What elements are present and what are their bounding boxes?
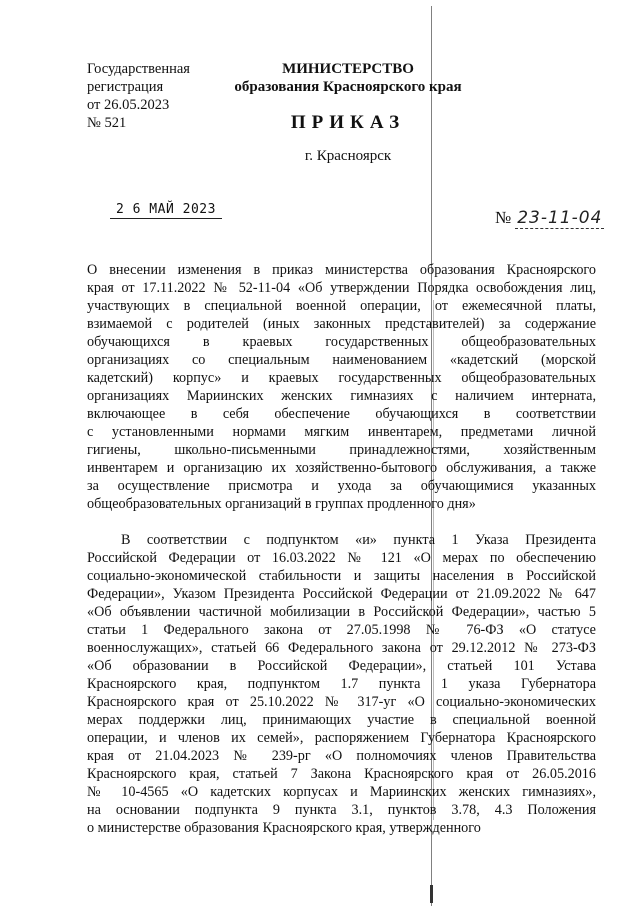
- body-line: Красноярского края, статьей 7 Закона Красноярского края от 26.05.2016: [87, 766, 596, 782]
- title-line: организациях со специальным наименованием «кадетский (морской: [87, 352, 596, 368]
- document-type: ПРИКАЗ: [290, 112, 406, 133]
- registration-line: Государственная: [87, 61, 190, 77]
- body-line: Красноярского края от 25.10.2022 № 317-уг «О социально-экономических: [87, 694, 596, 710]
- body-line: № 10-4565 «О кадетских корпусах и Мариинских женских гимназиях»,: [87, 784, 596, 800]
- order-number: [495, 208, 604, 228]
- body-line: Федерации», Указом Президента Российской Федерации от 21.09.2022 № 647: [87, 586, 596, 602]
- order-body: [87, 531, 596, 837]
- title-line: края от 17.11.2022 № 52-11-04 «Об утверждении Порядка освобождения лиц,: [87, 280, 596, 296]
- body-line: края от 21.04.2023 № 239-рг «О полномочиях членов Правительства: [87, 748, 596, 764]
- ministry-title: МИНИСТЕРСТВО: [282, 61, 414, 77]
- title-line: участвующих в специальной военной операции, от ежемесячной платы,: [87, 298, 596, 314]
- body-line: на основании подпункта 9 пункта 3.1, пунктов 3.78, 4.3 Положения: [87, 802, 596, 818]
- order-title: [87, 261, 596, 513]
- order-date-stamp: 2 6 МАЙ 2023: [110, 202, 222, 219]
- registration-date: от 26.05.2023: [87, 97, 170, 113]
- registration-block: [87, 60, 190, 132]
- body-line: «Об образовании в Российской Федерации», статьей 101 Устава: [87, 658, 596, 674]
- handwritten-number: 23-11-04: [517, 208, 603, 228]
- body-line: статьи 1 Федерального закона от 27.05.1998 № 76-ФЗ «О статусе: [87, 622, 596, 638]
- title-line: обучающихся в краевых государственных общеобразовательных: [87, 334, 596, 350]
- body-line: мерах поддержки лиц, принимающих участие в специальной военной: [87, 712, 596, 728]
- title-line: общеобразовательных организаций в группах продленного дня»: [87, 496, 476, 512]
- body-line: военнослужащих», статьей 66 Федерального закона от 29.12.2012 № 273-ФЗ: [87, 640, 596, 656]
- body-line: «Об объявлении частичной мобилизации в Российской Федерации», частью 5: [87, 604, 596, 620]
- scan-artifact-mark: [430, 885, 433, 903]
- number-sign: №: [495, 208, 512, 227]
- body-line: социально-экономической стабильности и защиты населения в Российской: [87, 568, 596, 584]
- body-line: операции, и членов их семей», распоряжением Губернатора Красноярского: [87, 730, 596, 746]
- title-line: с установленными нормами мягким инвентарем, предметами личной: [87, 424, 596, 440]
- title-line: О внесении изменения в приказ министерства образования Красноярского: [87, 262, 596, 278]
- ministry-subtitle: образования Красноярского края: [234, 79, 462, 95]
- title-line: гигиены, школьно-письменными принадлежностями, хозяйственным: [87, 442, 596, 458]
- title-line: взимаемой с родителей (иных законных представителей) за содержание: [87, 316, 596, 332]
- title-line: организациях Мариинских женских гимназиях с наличием интерната,: [87, 388, 596, 404]
- title-line: за осуществление присмотра и ухода за обучающимися указанных: [87, 478, 596, 494]
- body-line: Красноярского края, подпунктом 1.7 пункта 1 указа Губернатора: [87, 676, 596, 692]
- body-line: о министерстве образования Красноярского края, утвержденного: [87, 820, 481, 836]
- title-line: включающее в себя обеспечение обучающихся в соответствии: [87, 406, 596, 422]
- body-line: Российской Федерации от 16.03.2022 № 121 «О мерах по обеспечению: [87, 550, 596, 566]
- registration-number: № 521: [87, 115, 127, 131]
- registration-line: регистрация: [87, 79, 164, 95]
- body-line: В соответствии с подпунктом «и» пункта 1 Указа Президента: [121, 532, 596, 548]
- ministry-header: [228, 60, 468, 96]
- document-city: г. Красноярск: [304, 148, 392, 164]
- title-line: инвентарем и организацию их хозяйственно-бытового обслуживания, а также: [87, 460, 596, 476]
- title-line: кадетский) корпус» и краевых государственных общеобразовательных: [87, 370, 596, 386]
